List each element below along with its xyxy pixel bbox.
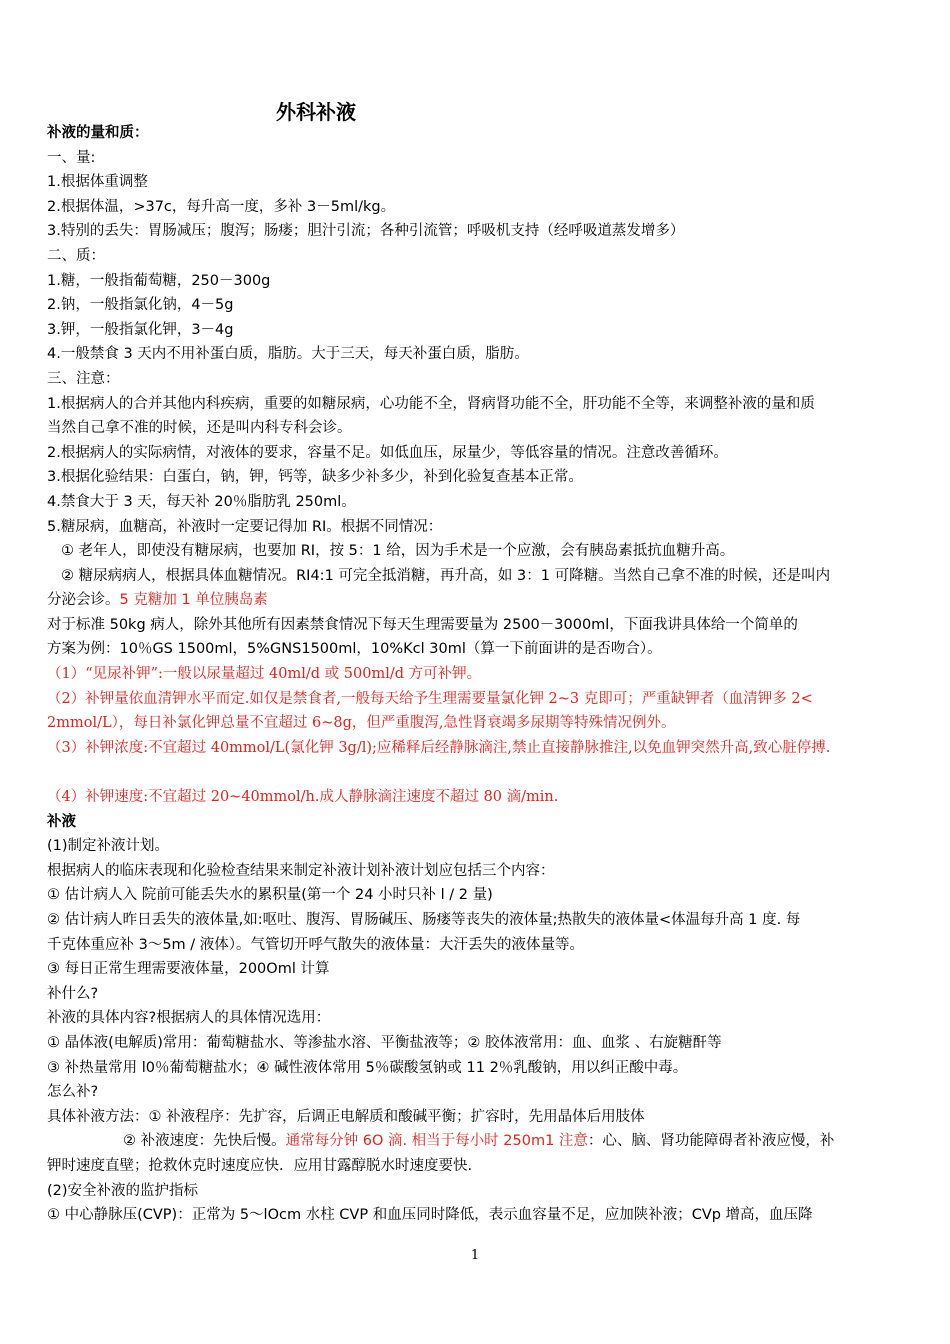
text-span: 分泌会诊。: [47, 592, 120, 609]
potassium-rule-2: （2）补钾量依血清钾水平而定.如仅是禁食者,一般每天给予生理需要量氯化钾 2~3 克即可；严重缺钾者（血清钾多 2<: [47, 690, 813, 707]
text-line: 怎么补?: [47, 1084, 99, 1101]
text-line: 4.一般禁食 3 天内不用补蛋白质，脂肪。大于三天，每天补蛋白质，脂肪。: [47, 346, 529, 363]
text-line: 3.特别的丢失：胃肠减压；腹泻；肠瘘；胆汁引流；各种引流管；呼吸机支持（经呼吸道蒸发增多）: [47, 223, 685, 240]
blank-line: [47, 760, 909, 785]
text-line: [47, 588, 909, 613]
text-line: (2)安全补液的监护指标: [47, 1182, 199, 1199]
text-line: 补什么?: [47, 985, 99, 1002]
page-number: 1: [470, 1248, 480, 1263]
text-line: 千克体重应补 3～5m / 液体）。气管切开呼气散失的液体量：大汗丢失的液体量等。: [47, 936, 585, 953]
heading-fluid: 补液: [47, 813, 76, 830]
section-notes: 三、注意：: [47, 370, 120, 387]
potassium-rule-1: （1）“见尿补钾”:一般以尿量超过 40ml/d 或 500ml/d 方可补钾。: [47, 666, 482, 683]
text-line: 钾时速度直壁；抢救休克时速度应快．应用甘露醇脱水时速度要快.: [47, 1157, 473, 1174]
highlight-text: 5 克糖加 1 单位胰岛素: [119, 592, 268, 609]
text-line: 2.钠，一般指氯化钠，4－5g: [47, 297, 234, 314]
text-line: ① 老年人，即使没有糖尿病，也要加 RI，按 5：1 给，因为手术是一个应激，会有胰岛素抵抗血糖升高。: [61, 543, 735, 560]
text-line: ③ 补热量常用 l0％葡萄糖盐水；④ 碱性液体常用 5％碳酸氢钠或 11 2％乳酸钠，用以纠正酸中毒。: [47, 1059, 688, 1076]
text-line: [47, 1129, 909, 1154]
text-line: 3.钾，一般指氯化钾，3－4g: [47, 321, 234, 338]
text-line: 3.根据化验结果：白蛋白，钠，钾，钙等，缺多少补多少，补到化验复查基本正常。: [47, 469, 583, 486]
text-line: 4.禁食大于 3 天，每天补 20％脂肪乳 250ml。: [47, 493, 356, 510]
section-quality: 二、质：: [47, 247, 105, 264]
text-line: ② 估计病人昨日丢失的液体量,如:呕吐、腹泻、胃肠碱压、肠瘘等丧失的液体量;热散失的液体量<体温每升高 1 度. 每: [47, 912, 801, 928]
text-line: 5.糖尿病，血糖高，补液时一定要记得加 RI。根据不同情况：: [47, 518, 443, 535]
section-quantity: 一、量:: [47, 149, 96, 166]
potassium-rule-2-cont: 2mmol/L），每日补氯化钾总量不宜超过 6~8g，但严重腹泻,急性肾衰竭多尿期等特殊情况例外。: [47, 715, 676, 732]
potassium-rule-3: （3）补钾浓度:不宜超过 40mmol/L(氯化钾 3g/l);应稀释后经静脉滴注,禁止直接静脉推注,以免血钾突然升高,致心脏停搏.: [47, 739, 831, 756]
document-body: [47, 121, 909, 1228]
text-line: 方案为例：10％GS 1500ml，5%GNS1500ml，10%Kcl 30ml（算一下前面讲的是否吻合）。: [47, 641, 662, 658]
text-line: ① 中心静脉压(CVP)：正常为 5～lOcm 水柱 CVP 和血压同时降低，表示血容量不足，应加陕补液；CVp 增高，血压降: [47, 1207, 813, 1224]
text-line: 补液的具体内容?根据病人的具体情况选用：: [47, 1010, 331, 1027]
text-line: 根据病人的临床表现和化验检查结果来制定补液计划补液计划应包括三个内容：: [47, 862, 555, 879]
text-line: 1.糖，一般指葡萄糖，250－300g: [47, 272, 271, 289]
highlight-text: 通常每分钟 6O 滴. 相当于每小时 250m1 注意: [285, 1133, 588, 1150]
text-line: 当然自己拿不准的时候，还是叫内科专科会诊。: [47, 420, 352, 437]
text-line: 对于标准 50kg 病人，除外其他所有因素禁食情况下每天生理需要量为 2500－3000ml，下面我讲具体给一个简单的: [47, 616, 798, 633]
text-line: ③ 每日正常生理需要液体量，200Oml 计算: [47, 961, 330, 978]
text-line: 2.根据病人的实际病情，对液体的要求，容量不足。如低血压，尿量少，等低容量的情况。注意改善循环。: [47, 444, 728, 461]
text-line: (1)制定补液计划。: [47, 838, 170, 855]
potassium-rule-4: （4）补钾速度:不宜超过 20~40mmol/h.成人静脉滴注速度不超过 80 滴/min.: [47, 789, 559, 806]
text-line: ② 糖尿病病人，根据具体血糖情况。RI4:1 可完全抵消糖，再升高，如 3：1 可降糖。当然自己拿不准的时候，还是叫内: [61, 567, 831, 584]
text-line: 1.根据体重调整: [47, 174, 148, 191]
text-line: ① 晶体液(电解质)常用：葡萄糖盐水、等渗盐水溶、平衡盐液等；② 胶体液常用：血、血浆 、右旋糖酐等: [47, 1034, 722, 1051]
heading-fluid-quantity-quality: 补液的量和质：: [47, 125, 149, 141]
document-title: 外科补液: [276, 100, 356, 124]
text-span: ：心、脑、肾功能障碍者补液应慢，补: [587, 1133, 835, 1150]
text-line: 1.根据病人的合并其他内科疾病，重要的如糖尿病，心功能不全，肾病肾功能不全，肝功能不全等，来调整补液的量和质: [47, 395, 815, 412]
text-line: 2.根据体温，>37c，每升高一度，多补 3－5ml/kg。: [47, 198, 396, 215]
text-line: 具体补液方法：① 补液程序：先扩容，后调正电解质和酸碱平衡；扩容时，先用晶体后用肢体: [47, 1108, 645, 1125]
text-span: ② 补液速度：先快后慢。: [123, 1133, 286, 1150]
text-line: ① 估计病人入 院前可能丢失水的累积量(第一个 24 小时只补 l / 2 量): [47, 887, 493, 904]
